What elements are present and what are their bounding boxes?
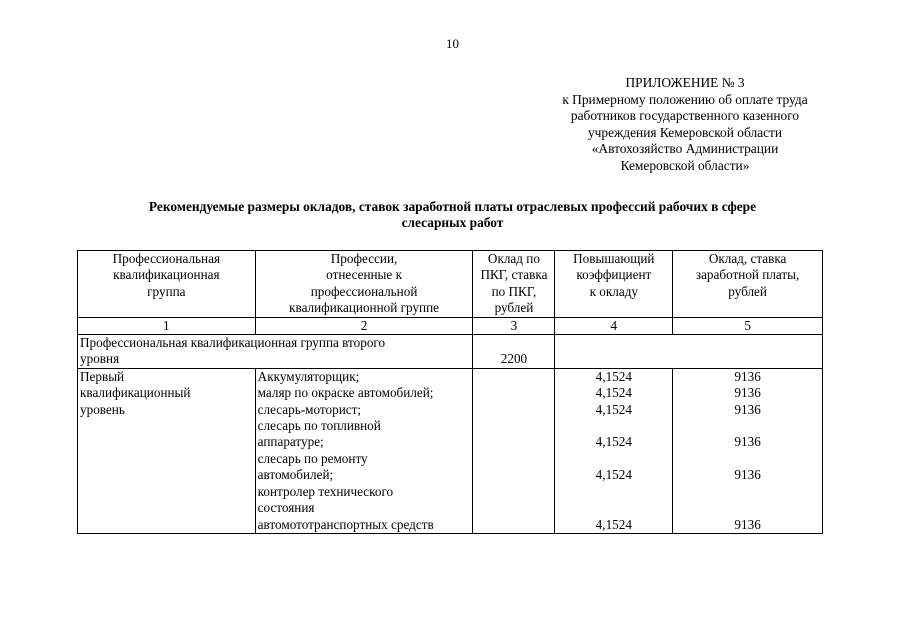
profession-list <box>255 368 473 533</box>
profession-item: состояния <box>257 500 315 516</box>
appendix-header <box>520 75 850 175</box>
header-final-salary <box>673 251 823 318</box>
salary-value: 9136 <box>734 385 761 401</box>
column-number: 2 <box>255 317 473 334</box>
column-number: 1 <box>78 317 256 334</box>
salary-value: 9136 <box>734 467 761 483</box>
appendix-line: «Автохозяйство Администрации <box>591 141 779 157</box>
header-line: квалификационной группе <box>289 300 440 316</box>
salary-value: 9136 <box>734 401 761 417</box>
title-line: Рекомендуемые размеры окладов, ставок заработной платы отраслевых профессий рабочих в сфере <box>148 199 757 214</box>
coefficient-value <box>557 418 670 434</box>
coefficient-value: 4,1524 <box>595 385 632 401</box>
appendix-line: работников государственного казенного <box>570 108 800 124</box>
header-base-salary <box>473 251 555 318</box>
coefficient-value: 4,1524 <box>595 434 632 450</box>
coefficient-value: 4,1524 <box>595 401 632 417</box>
salary-list <box>673 368 823 533</box>
level-line: Первый <box>80 368 125 384</box>
table-header-row <box>78 251 823 318</box>
header-line: заработной платы, <box>695 267 800 283</box>
profession-item: автомобилей; <box>257 467 334 483</box>
coefficient-list <box>555 368 673 533</box>
header-qualification-group <box>78 251 256 318</box>
header-line: профессиональной <box>310 283 418 299</box>
group-label-line: уровня <box>80 351 120 367</box>
coefficient-value: 4,1524 <box>595 467 632 483</box>
title-line: слесарных работ <box>401 215 504 230</box>
group-base-salary: 2200 <box>473 335 555 369</box>
column-number: 3 <box>473 317 555 334</box>
profession-item: автомототранспортных средств <box>257 516 434 532</box>
appendix-line: Кемеровской области» <box>620 157 750 173</box>
level-line: уровень <box>80 401 125 417</box>
header-line: к окладу <box>589 283 639 299</box>
header-line: группа <box>147 283 186 299</box>
header-line: рублей <box>728 283 767 299</box>
group-label-line: Профессиональная квалификационная группа второго <box>80 335 386 351</box>
header-professions <box>255 251 473 318</box>
profession-item: аппаратуре; <box>257 434 324 450</box>
header-line: рублей <box>494 300 534 316</box>
column-number: 4 <box>555 317 673 334</box>
group-label <box>78 335 473 369</box>
coefficient-value <box>557 484 670 500</box>
header-line: по ПКГ, <box>491 283 537 299</box>
coefficient-value: 4,1524 <box>595 516 632 532</box>
salary-value: 9136 <box>734 516 761 532</box>
column-number: 5 <box>673 317 823 334</box>
header-line: коэффициент <box>576 267 652 283</box>
profession-item: маляр по окраске автомобилей; <box>257 385 434 401</box>
header-line: Повышающий <box>573 251 655 266</box>
group-empty-cell <box>555 335 823 369</box>
page-number: 10 <box>446 36 459 51</box>
profession-item: Аккумуляторщик; <box>257 368 360 384</box>
header-line: ПКГ, ставка <box>480 267 548 283</box>
profession-item: слесарь по ремонту <box>257 450 368 466</box>
coefficient-value: 4,1524 <box>595 368 632 384</box>
header-line: Оклад, ставка <box>708 251 787 266</box>
document-title <box>60 199 845 231</box>
coefficient-value <box>557 451 670 467</box>
level-line: квалификационный <box>80 385 191 401</box>
header-coefficient <box>555 251 673 318</box>
appendix-title: ПРИЛОЖЕНИЕ № 3 <box>625 75 745 90</box>
group-row <box>78 335 823 369</box>
appendix-line: к Примерному положению об оплате труда <box>562 91 808 107</box>
salary-value <box>675 418 820 434</box>
header-line: квалификационная <box>113 267 220 283</box>
salary-value <box>675 500 820 516</box>
coefficient-value <box>557 500 670 516</box>
profession-item: слесарь-моторист; <box>257 401 362 417</box>
salary-value: 9136 <box>734 434 761 450</box>
level-name <box>78 368 256 533</box>
appendix-line: учреждения Кемеровской области <box>587 124 783 140</box>
salary-value <box>675 484 820 500</box>
profession-item: контролер технического <box>257 483 394 499</box>
level-row <box>78 368 823 533</box>
header-line: отнесенные к <box>326 267 402 283</box>
header-line: Оклад по <box>487 251 540 266</box>
header-line: Профессиональная <box>112 251 221 266</box>
salary-value: 9136 <box>734 368 761 384</box>
salary-value <box>675 451 820 467</box>
salary-table <box>77 250 823 534</box>
profession-item: слесарь по топливной <box>257 418 381 434</box>
column-number-row <box>78 317 823 334</box>
level-base-salary-empty <box>473 368 555 533</box>
header-line: Профессии, <box>330 251 398 266</box>
